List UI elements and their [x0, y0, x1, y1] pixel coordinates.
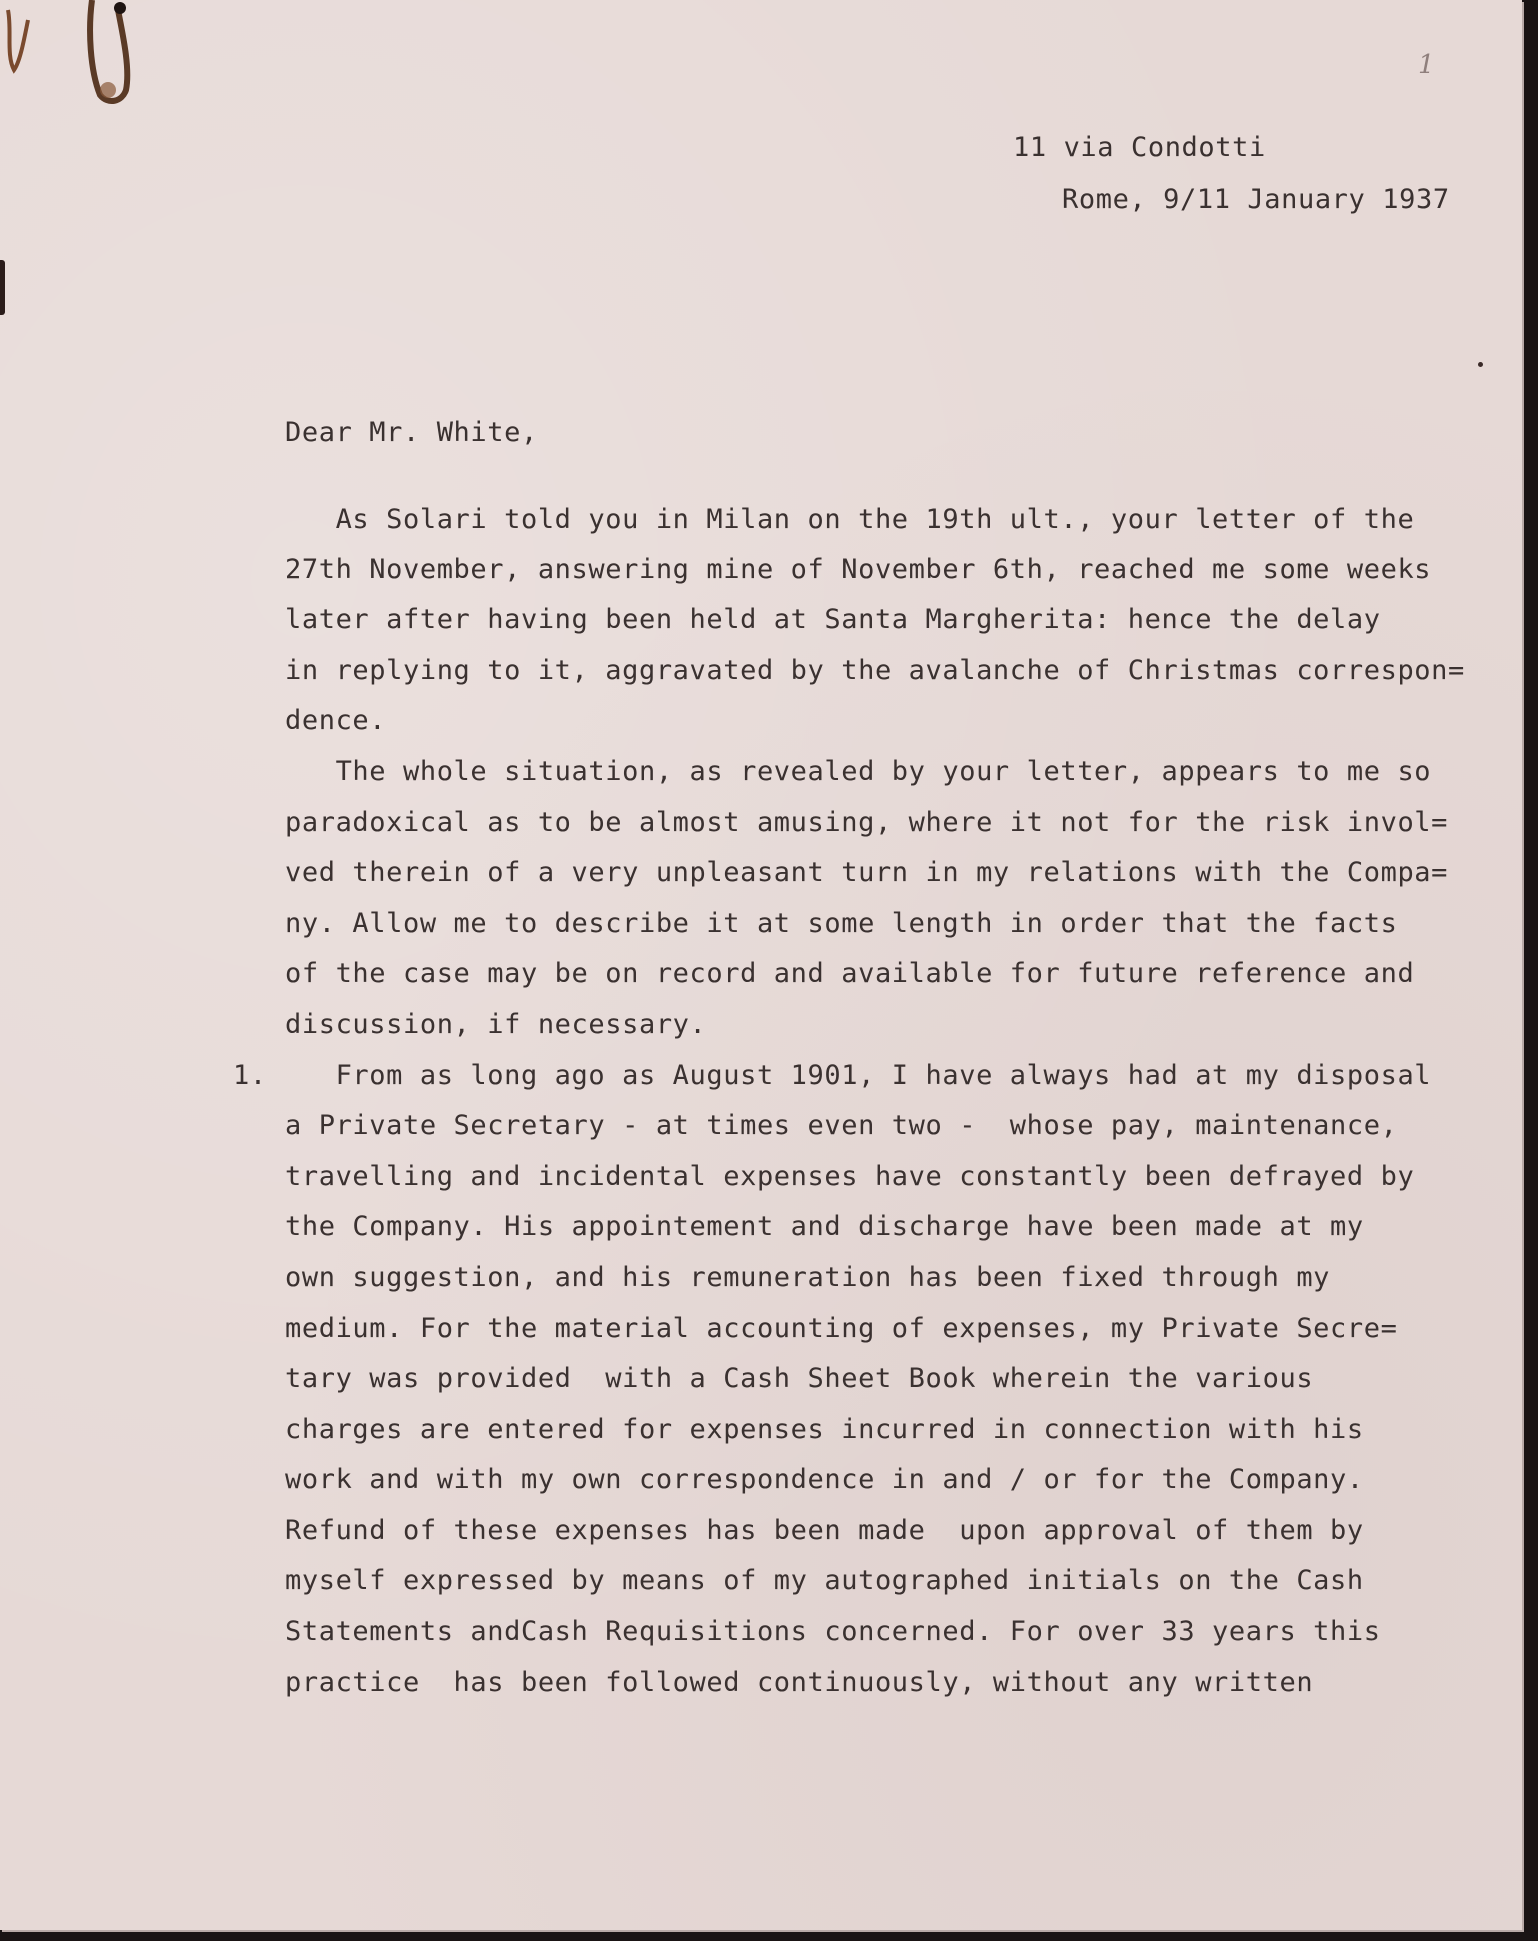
item-line: charges are entered for expenses incurred in connection with his — [285, 1414, 1364, 1445]
body-line: ny. Allow me to describe it at some length in order that the facts — [285, 908, 1398, 939]
item-line: tary was provided with a Cash Sheet Book wherein the various — [285, 1363, 1314, 1394]
item-line: myself expressed by means of my autographed initials on the Cash — [285, 1565, 1364, 1596]
item-marker: 1. — [233, 1060, 267, 1091]
item-line: Statements andCash Requisitions concerned. For over 33 years this — [285, 1616, 1381, 1647]
body-line: ved therein of a very unpleasant turn in my relations with the Compa= — [285, 857, 1449, 888]
body-line: of the case may be on record and available for future reference and — [285, 958, 1415, 989]
item-line: medium. For the material accounting of expenses, my Private Secre= — [285, 1313, 1398, 1344]
item-line: Refund of these expenses has been made upon approval of them by — [285, 1515, 1364, 1546]
salutation: Dear Mr. White, — [285, 417, 538, 448]
address-line: 11 via Condotti — [1013, 132, 1266, 163]
item-line: own suggestion, and his remuneration has been fixed through my — [285, 1262, 1331, 1293]
body-line: paradoxical as to be almost amusing, where it not for the risk invol= — [285, 807, 1449, 838]
item-line: From as long ago as August 1901, I have always had at my disposal — [285, 1060, 1432, 1091]
body-line: discussion, if necessary. — [285, 1009, 707, 1040]
page-number: 1 — [1418, 50, 1435, 80]
paper-clip-icon — [0, 0, 150, 120]
body-line: The whole situation, as revealed by your letter, appears to me so — [285, 756, 1432, 787]
body-line: As Solari told you in Milan on the 19th ult., your letter of the — [285, 504, 1415, 535]
page-edge-mark — [0, 260, 5, 315]
date-line: Rome, 9/11 January 1937 — [1062, 184, 1450, 215]
item-line: practice has been followed continuously, without any written — [285, 1667, 1314, 1698]
body-line: 27th November, answering mine of November 6th, reached me some weeks — [285, 554, 1432, 585]
body-line: later after having been held at Santa Margherita: hence the delay — [285, 604, 1381, 635]
item-line: travelling and incidental expenses have constantly been defrayed by — [285, 1161, 1415, 1192]
item-line: a Private Secretary - at times even two - whose pay, maintenance, — [285, 1110, 1398, 1141]
item-line: the Company. His appointement and discharge have been made at my — [285, 1211, 1364, 1242]
body-line: in replying to it, aggravated by the avalanche of Christmas correspon= — [285, 655, 1465, 686]
ink-speck — [1478, 362, 1483, 367]
body-line: dence. — [285, 705, 387, 736]
item-line: work and with my own correspondence in and / or for the Company. — [285, 1464, 1364, 1495]
